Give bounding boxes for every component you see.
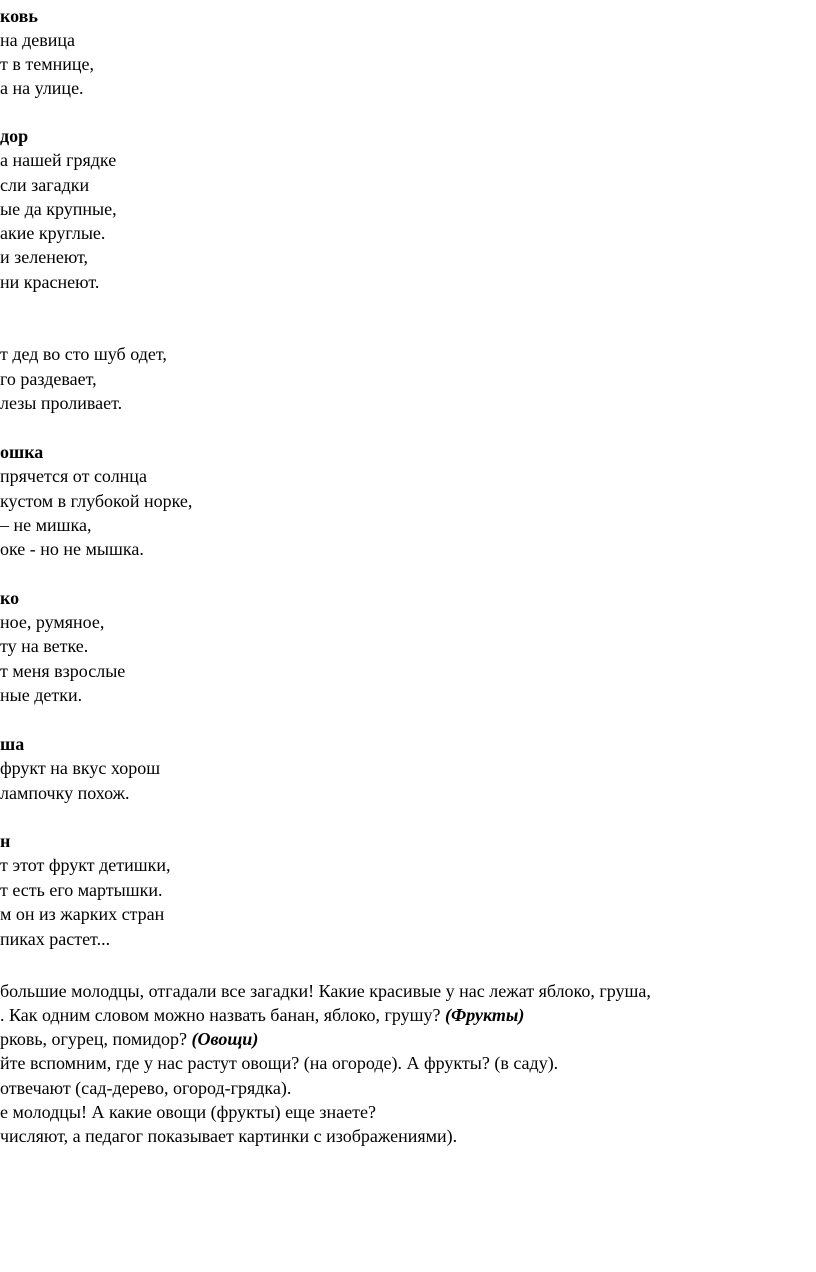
- closing-line: отвечают (сад-дерево, огород-грядка).: [0, 1078, 292, 1098]
- riddle-line: ни краснеют.: [0, 272, 100, 292]
- riddle-title: ковь: [0, 6, 38, 26]
- riddle-line: т этот фрукт детишки,: [0, 855, 171, 875]
- riddle-line: акие круглые.: [0, 223, 106, 243]
- riddle-line: – не мишка,: [0, 515, 92, 535]
- riddle-line: на девица: [0, 30, 76, 50]
- closing-line: е молодцы! А какие овощи (фрукты) еще знаете?: [0, 1102, 376, 1122]
- riddle-title: ша: [0, 734, 25, 754]
- answer-fruits: (Фрукты): [445, 1005, 525, 1025]
- closing-line: числяют, а педагог показывает картинки с изображениями).: [0, 1126, 458, 1146]
- riddle-line: ту на ветке.: [0, 636, 89, 656]
- riddle-line: го раздевает,: [0, 369, 97, 389]
- riddle-line: ное, румяное,: [0, 612, 105, 632]
- closing-line: большие молодцы, отгадали все загадки! Какие красивые у нас лежат яблоко, груша,: [0, 981, 651, 1001]
- riddle-line: т в темнице,: [0, 54, 94, 74]
- riddle-title: н: [0, 831, 11, 851]
- riddle-line: и зеленеют,: [0, 247, 89, 267]
- riddle-line: а нашей грядке: [0, 150, 117, 170]
- riddle-line: ные детки.: [0, 685, 83, 705]
- riddle-line: ые да крупные,: [0, 199, 117, 219]
- riddle-line: лампочку похож.: [0, 783, 130, 803]
- closing-line: [0, 1003, 524, 1027]
- riddle-line: фрукт на вкус хорош: [0, 758, 161, 778]
- riddle-title: дор: [0, 126, 29, 146]
- riddle-line: т есть его мартышки.: [0, 880, 163, 900]
- riddle-title: ошка: [0, 442, 44, 462]
- closing-line: [0, 1027, 258, 1051]
- closing-line: йте вспомним, где у нас растут овощи? (на огороде). А фрукты? (в саду).: [0, 1053, 559, 1073]
- riddle-line: лезы проливает.: [0, 393, 123, 413]
- answer-vegetables: (Овощи): [191, 1029, 259, 1049]
- riddle-line: м он из жарких стран: [0, 904, 165, 924]
- riddle-line: т меня взрослые: [0, 661, 126, 681]
- riddle-line: т дед во сто шуб одет,: [0, 344, 167, 364]
- riddle-line: оке - но не мышка.: [0, 539, 144, 559]
- riddle-title: ко: [0, 588, 20, 608]
- closing-text: . Как одним словом можно назвать банан, яблоко, грушу?: [0, 1005, 445, 1025]
- riddle-line: прячется от солнца: [0, 466, 147, 486]
- riddle-line: а на улице.: [0, 78, 84, 98]
- riddle-line: сли загадки: [0, 175, 90, 195]
- riddle-line: кустом в глубокой норке,: [0, 491, 193, 511]
- riddle-line: пиках растет...: [0, 929, 111, 949]
- closing-text: рковь, огурец, помидор?: [0, 1029, 192, 1049]
